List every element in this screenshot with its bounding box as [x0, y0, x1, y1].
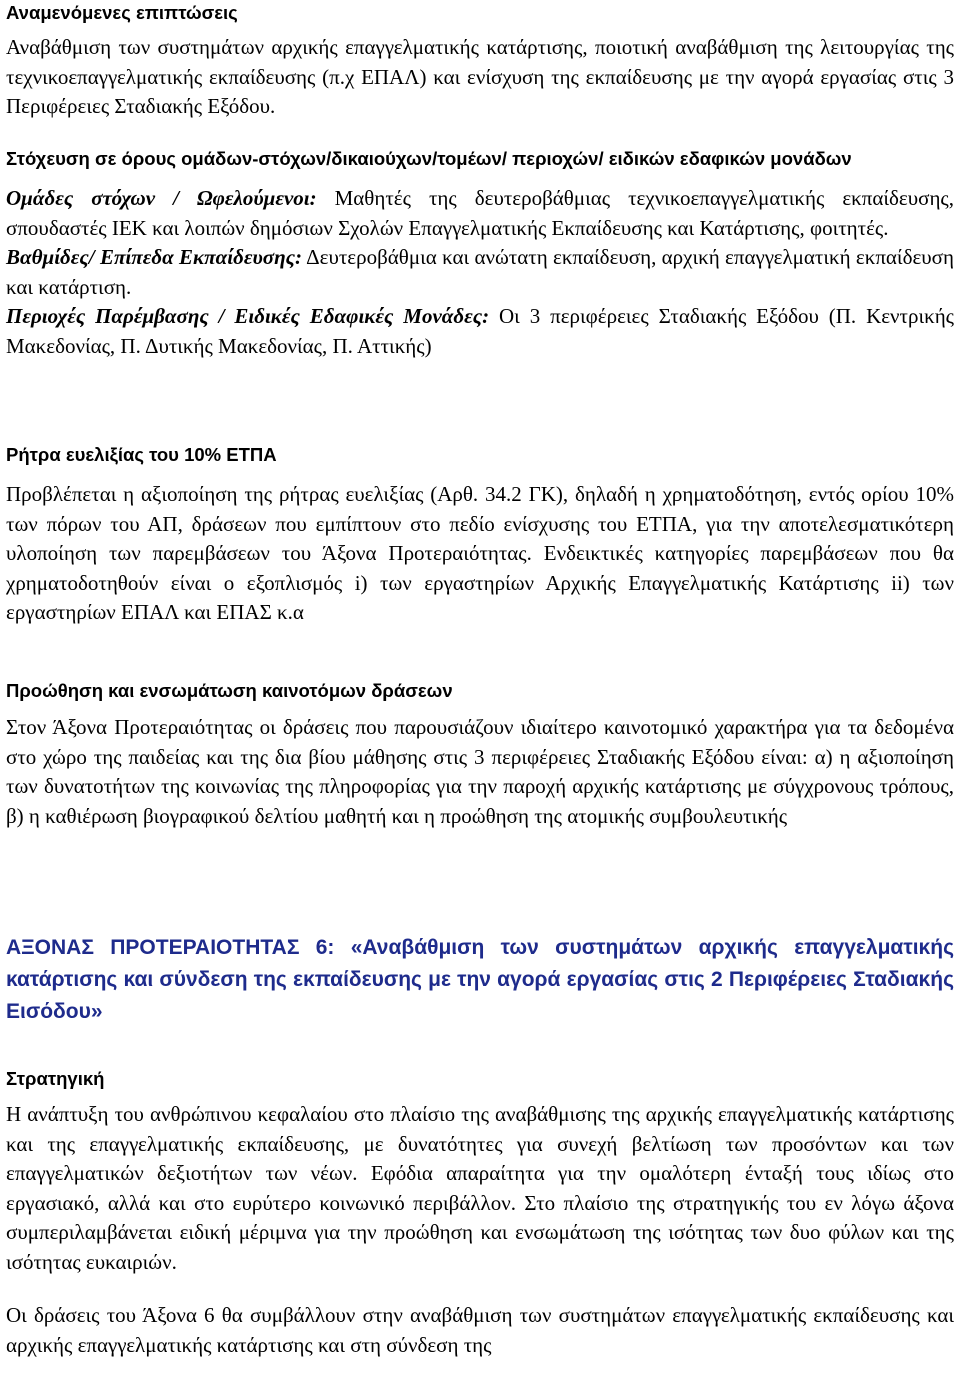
flexibility-clause-text: Προβλέπεται η αξιοποίηση της ρήτρας ευελιξίας (Αρθ. 34.2 ΓΚ), δηλαδή η χρηματοδότηση, εντός ορίου 10% των πόρων του ΑΠ, δράσεων που εμπίπτουν στο πεδίο ενίσχυσης του ΕΤΠΑ, για την αποτελεσματικότερη υλοποίηση των παρεμβάσεων του Άξονα Προτεραιότητας. Ενδεικτικές κατηγορίες παρεμβάσεων που θα χρηματοδοτηθούν είναι ο εξοπλισμός i) των εργαστηρίων Αρχικής Επαγγελματικής Κατάρτισης ii) των εργαστηρίων ΕΠΑΛ και ΕΠΑΣ κ.α: [6, 482, 954, 624]
axis-title: ΑΞΟΝΑΣ ΠΡΟΤΕΡΑΙΟΤΗΤΑΣ 6: «Αναβάθμιση των συστημάτων αρχικής επαγγελματικής κατάρτισης και σύνδεση της εκπαίδευσης με την αγορά εργασίας στις 2 Περιφέρειες Σταδιακής Εισόδου»: [6, 936, 954, 1023]
section-axis-title: [6, 932, 954, 1028]
strategy-text: Η ανάπτυξη του ανθρώπινου κεφαλαίου στο πλαίσιο της αναβάθμισης της αρχικής επαγγελματικής κατάρτισης και της επαγγελματικής εκπαίδευσης, με δυνατότητες για συνεχή βελτίωση των προσόντων και των επαγγελματικών δεξιοτήτων των νέων. Εφόδια απαραίτητα για την ομαλότερη ένταξή τους ιδίως στο εργασιακό, αλλά και στο ευρύτερο κοινωνικό περιβάλλον. Στο πλαίσιο της στρατηγικής του εν λόγω άξονα συμπεριλαμβάνεται ειδική μέριμνα για την προώθηση και ενσωμάτωση της ισότητας των δυο φύλων και της ισότητας ευκαιριών.: [6, 1102, 954, 1274]
intervention-areas-label: Περιοχές Παρέμβασης / Ειδικές Εδαφικές Μονάδες:: [6, 304, 490, 328]
section-expected-impacts: [6, 0, 954, 122]
heading-strategy: Στρατηγική: [6, 1068, 105, 1089]
section-flexibility-clause: [6, 442, 954, 628]
section-targeting: [6, 146, 954, 361]
innovation-text: Στον Άξονα Προτεραιότητας οι δράσεις που παρουσιάζουν ιδιαίτερο καινοτομικό χαρακτήρα για τα δεδομένα στο χώρο της παιδείας και της δια βίου μάθησης στις 3 περιφέρειες Σταδιακής Εξόδου είναι: α) η αξιοποίηση των δυνατοτήτων της κοινωνίας της πληροφορίας για την παροχή αρχικής κατάρτισης με σύγχρονους τρόπους, β) η καθιέρωση βιογραφικού δελτίου μαθητή και η προώθηση της ατομικής συμβουλευτικής: [6, 715, 954, 828]
section-innovation: [6, 678, 954, 831]
intervention-areas-paragraph: [6, 302, 954, 361]
heading-targeting: Στόχευση σε όρους ομάδων-στόχων/δικαιούχων/τομέων/ περιοχών/ ειδικών εδαφικών μονάδων: [6, 148, 852, 169]
target-groups-text: Μαθητές της δευτεροβάθμιας τεχνικοεπαγγελματικής εκπαίδευσης, σπουδαστές ΙΕΚ και λοιπών δημόσιων Σχολών Επαγγελματικής Εκπαίδευσης και Κατάρτισης, φοιτητές.: [6, 186, 954, 240]
heading-innovation: Προώθηση και ενσωμάτωση καινοτόμων δράσεων: [6, 680, 453, 701]
education-levels-text: Δευτεροβάθμια και ανώτατη εκπαίδευση, αρχική επαγγελματική εκπαίδευση και κατάρτιση.: [6, 245, 954, 299]
target-groups-paragraph: [6, 184, 954, 243]
intervention-areas-text: Οι 3 περιφέρειες Σταδιακής Εξόδου (Π. Κεντρικής Μακεδονίας, Π. Δυτικής Μακεδονίας, Π. Αττικής): [6, 304, 954, 358]
education-levels-paragraph: [6, 243, 954, 302]
education-levels-label: Βαθμίδες/ Επίπεδα Εκπαίδευσης:: [6, 245, 302, 269]
target-groups-label: Ομάδες στόχων / Ωφελούμενοι:: [6, 186, 317, 210]
heading-expected-impacts: Αναμενόμενες επιπτώσεις: [6, 2, 238, 23]
strategy-text-2: Οι δράσεις του Άξονα 6 θα συμβάλλουν στην αναβάθμιση των συστημάτων επαγγελματικής εκπαίδευσης και αρχικής επαγγελματικής κατάρτισης και στη σύνδεση της: [6, 1303, 954, 1357]
section-strategy: [6, 1066, 954, 1360]
heading-flexibility-clause: Ρήτρα ευελιξίας του 10% ΕΤΠΑ: [6, 444, 277, 465]
expected-impacts-text: Αναβάθμιση των συστημάτων αρχικής επαγγελματικής κατάρτισης, ποιοτική αναβάθμιση της λειτουργίας της τεχνικοεπαγγελματικής εκπαίδευσης (π.χ ΕΠΑΛ) και ενίσχυση της εκπαίδευσης με την αγορά εργασίας στις 3 Περιφέρειες Σταδιακής Εξόδου.: [6, 35, 954, 118]
